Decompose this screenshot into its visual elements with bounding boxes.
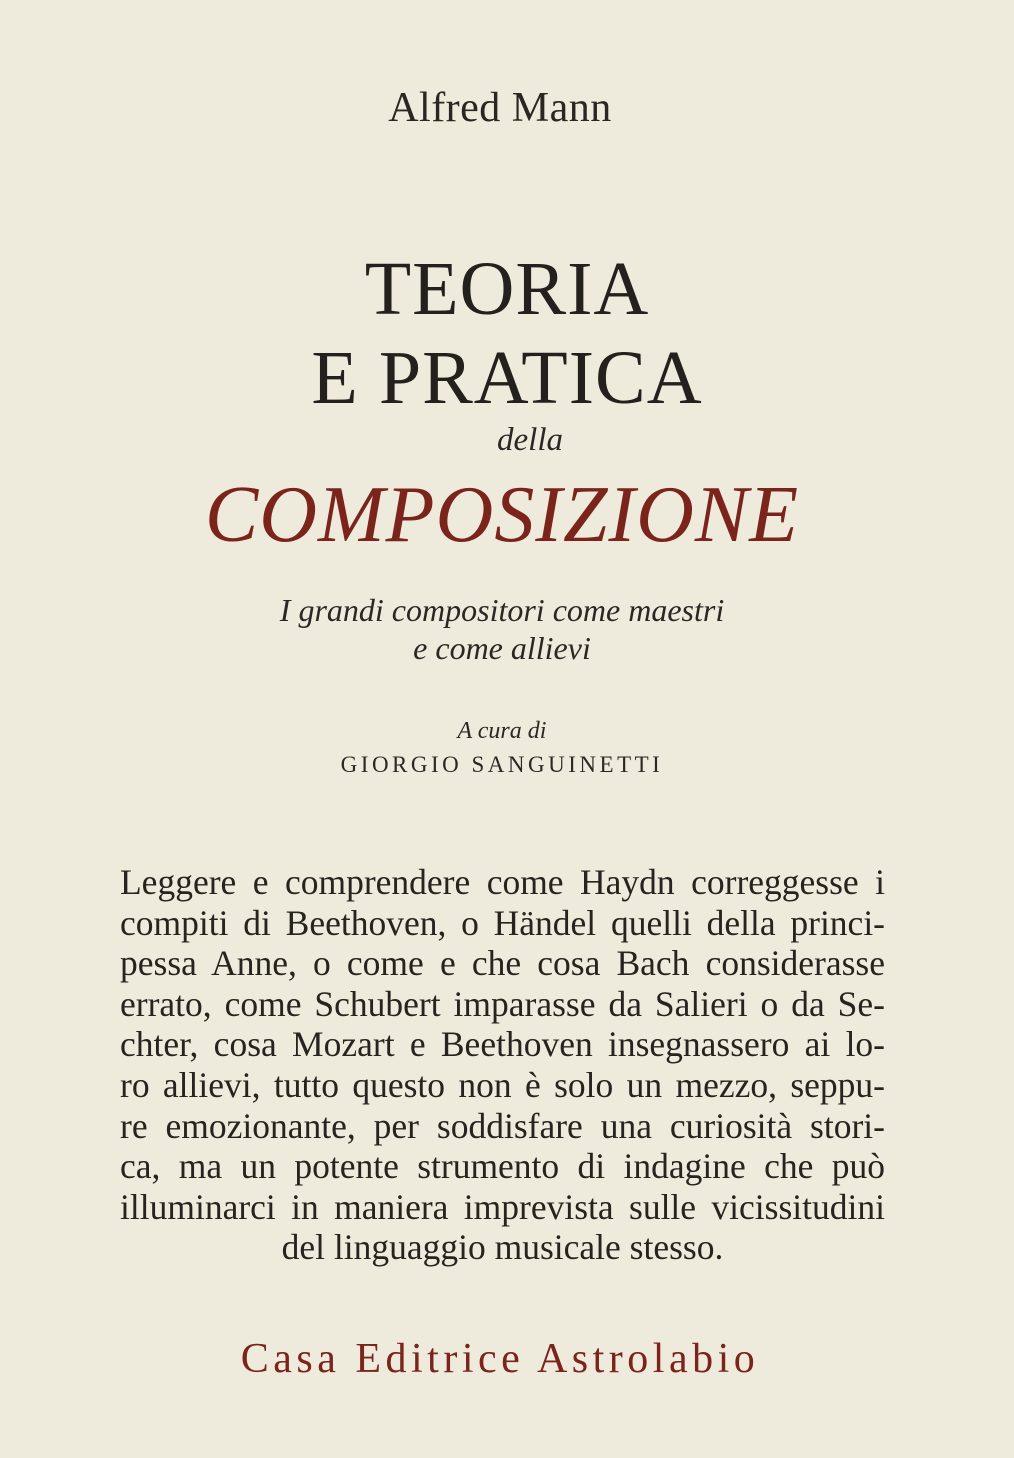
blurb-line: ro allievi, tutto questo non è solo un mezzo, seppu-: [120, 1064, 885, 1105]
subtitle-line-2: e come allievi: [413, 630, 591, 666]
subtitle-line-1: I grandi compositori come maestri: [279, 592, 725, 628]
editor-label: A cura di: [457, 718, 547, 744]
blurb-line: errato, come Schubert imparasse da Salieri o da Se-: [120, 983, 885, 1024]
author-name: Alfred Mann: [388, 85, 612, 131]
title-line-2: E PRATICA: [311, 336, 703, 420]
blurb-line: pessa Anne, o come e che cosa Bach considerasse: [120, 943, 885, 984]
blurb-line: compiti di Beethoven, o Händel quelli della princi-: [120, 902, 885, 943]
title-main: COMPOSIZIONE: [204, 471, 800, 559]
blurb-line: Leggere e comprendere come Haydn correggesse i: [120, 862, 885, 902]
title-line-1: TEORIA: [364, 247, 650, 331]
blurb-text: [120, 862, 885, 1268]
blurb-line: ca, ma un potente strumento di indagine che può: [120, 1146, 885, 1187]
publisher-name: Casa Editrice Astrolabio: [240, 1336, 760, 1382]
blurb-line: chter, cosa Mozart e Beethoven insegnassero ai lo-: [120, 1024, 885, 1065]
blurb-line: del linguaggio musicale stesso.: [281, 1227, 724, 1268]
title-connector: della: [497, 422, 563, 458]
blurb-line: illuminarci in maniera imprevista sulle vicissitudini: [120, 1186, 885, 1227]
blurb-line: re emozionante, per soddisfare una curiosità stori-: [120, 1105, 885, 1146]
editor-name: GIORGIO SANGUINETTI: [340, 752, 664, 777]
